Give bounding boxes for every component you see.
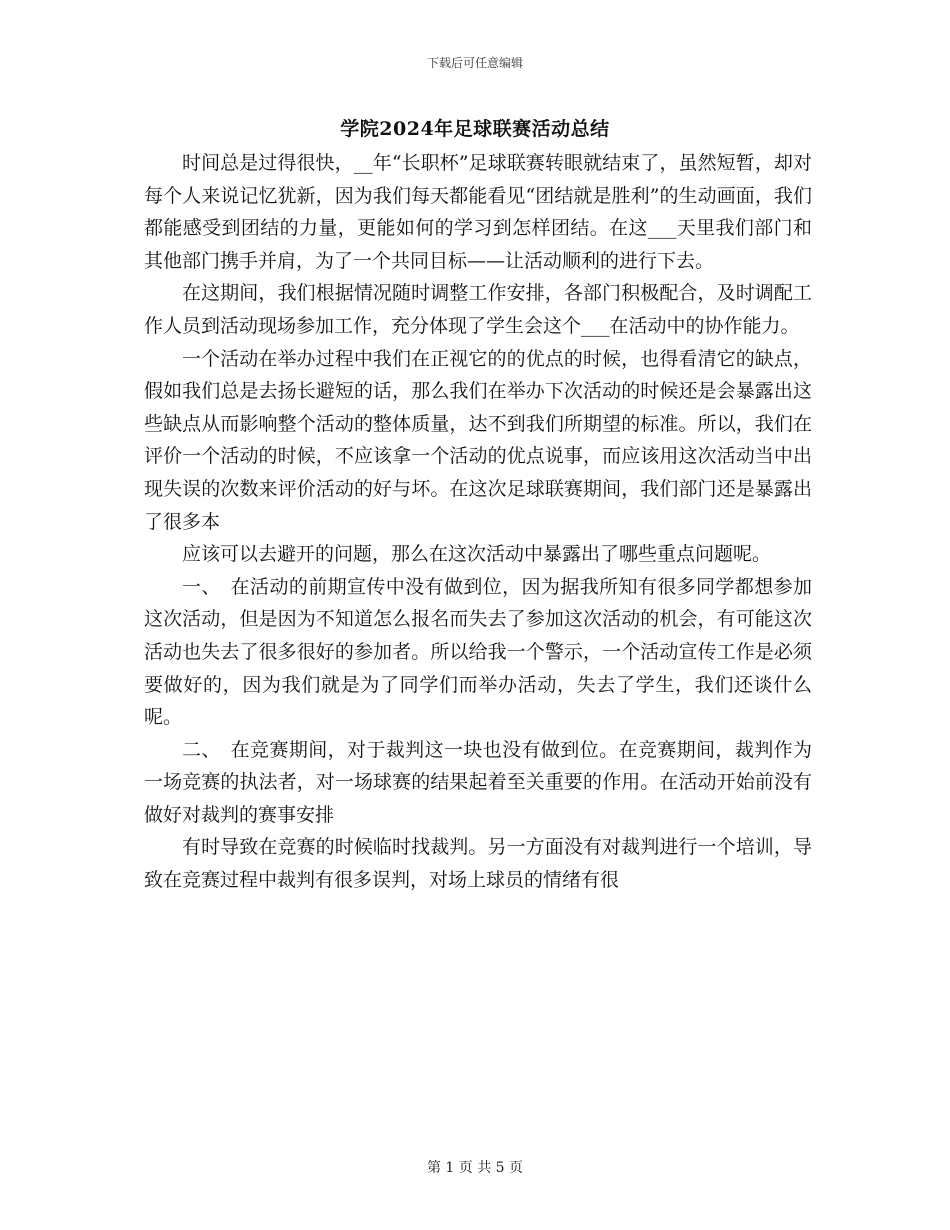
document-body bbox=[144, 147, 812, 897]
page-number: 第 1 页 共 5 页 bbox=[426, 1160, 524, 1176]
paragraph: 一、 在活动的前期宣传中没有做到位，因为据我所知有很多同学都想参加这次活动，但是因为不知道怎么报名而失去了参加这次活动的机会，有可能这次活动也失去了很多很好的参加者。所以给我一个警示，一个活动宣传工作是必须要做好的，因为我们就是为了同学们而举办活动，失去了学生，我们还谈什么呢。 bbox=[144, 575, 812, 729]
paragraph: 在这期间，我们根据情况随时调整工作安排，各部门积极配合，及时调配工作人员到活动现场参加工作，充分体现了学生会这个___在活动中的协作能力。 bbox=[144, 282, 812, 337]
paragraph: 应该可以去避开的问题，那么在这次活动中暴露出了哪些重点问题呢。 bbox=[182, 543, 772, 566]
paragraph: 二、 在竞赛期间，对于裁判这一块也没有做到位。在竞赛期间，裁判作为一场竞赛的执法者，对一场球赛的结果起着至关重要的作用。在活动开始前没有做好对裁判的赛事安排 bbox=[144, 738, 812, 826]
paragraph: 一个活动在举办过程中我们在正视它的的优点的时候，也得看清它的缺点，假如我们总是去扬长避短的话，那么我们在举办下次活动的时候还是会暴露出这些缺点从而影响整个活动的整体质量，达不到我们所期望的标准。所以，我们在评价一个活动的时候，不应该拿一个活动的优点说事，而应该用这次活动当中出现失误的次数来评价活动的好与坏。在这次足球联赛期间，我们部门还是暴露出了很多本 bbox=[144, 347, 812, 533]
page-header-note: 下载后可任意编辑 bbox=[426, 56, 523, 70]
paragraph: 时间总是过得很快，__年“长职杯”足球联赛转眼就结束了，虽然短暂，却对每个人来说记忆犹新，因为我们每天都能看见“团结就是胜利”的生动画面，我们都能感受到团结的力量，更能如何的学习到怎样团结。在这___天里我们部门和其他部门携手并肩，为了一个共同目标——让活动顺利的进行下去。 bbox=[144, 152, 812, 272]
paragraph: 有时导致在竞赛的时候临时找裁判。另一方面没有对裁判进行一个培训，导致在竞赛过程中裁判有很多误判，对场上球员的情绪有很 bbox=[144, 836, 812, 892]
document-title: 学院2024年足球联赛活动总结 bbox=[340, 118, 610, 140]
